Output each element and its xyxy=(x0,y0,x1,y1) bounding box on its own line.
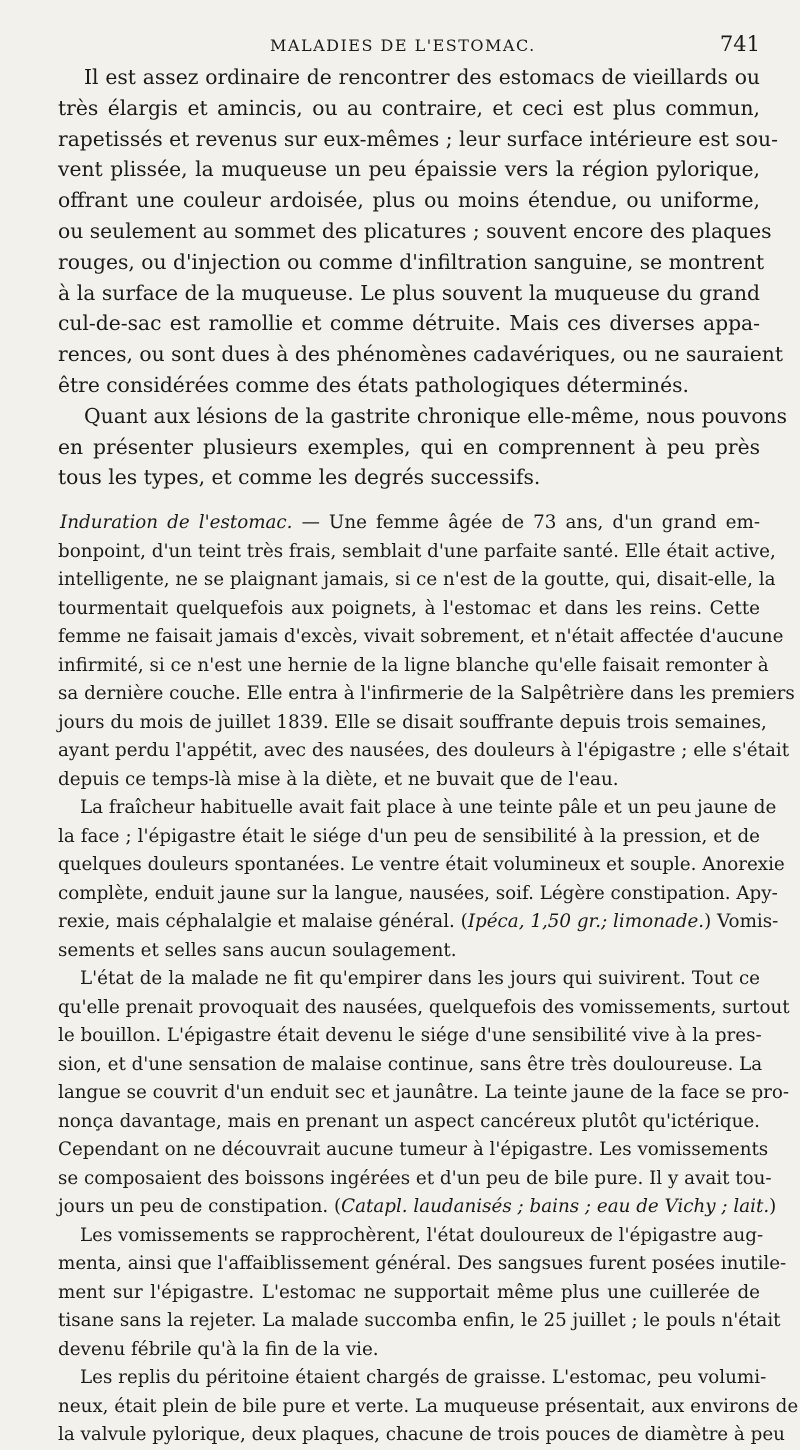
page-number: 741 xyxy=(719,32,760,56)
text-line: ayant perdu l'appétit, avec des nausées, des douleurs à l'épigastre ; elle s'était xyxy=(58,740,790,762)
text-line: se composaient des boissons ingérées et d'un peu de bile pure. Il y avait tou- xyxy=(58,1167,772,1189)
text-line: tourmentait quelquefois aux poignets, à l'estomac et dans les reins. Cette xyxy=(58,597,760,619)
text-line: le bouillon. L'épigastre était devenu le siége d'une sensibilité vive à la pres- xyxy=(58,1025,762,1047)
case-paragraph-2 xyxy=(58,794,785,965)
text-line: rapetissés et revenus sur eux-mêmes ; leur surface intérieure est sou- xyxy=(58,126,778,151)
text-line xyxy=(58,1193,777,1222)
text-line: neux, était plein de bile pure et verte. La muqueuse présentait, aux environs de xyxy=(58,1395,799,1417)
case-section xyxy=(58,509,799,1450)
text-line: être considérées comme des états pathologiques déterminés. xyxy=(58,372,689,397)
case-paragraph-4 xyxy=(58,1222,787,1365)
case-paragraph-1 xyxy=(58,509,795,794)
running-title: MALADIES DE L'ESTOMAC. xyxy=(270,36,536,55)
text-line: tous les types, et comme les degrés successifs. xyxy=(58,465,541,490)
text-fragment: ) xyxy=(769,1196,777,1218)
text-line: Il est assez ordinaire de rencontrer des estomacs de vieillards ou xyxy=(84,65,760,89)
text-line: langue se couvrit d'un enduit sec et jaunâtre. La teinte jaune de la face se pro- xyxy=(58,1082,790,1104)
text-line: sion, et d'une sensation de malaise continue, sans être très douloureuse. La xyxy=(58,1053,763,1075)
case-paragraph-3 xyxy=(58,965,790,1222)
text-line xyxy=(58,509,760,538)
intro-section xyxy=(58,62,788,493)
text-line: infirmité, si ce n'est une hernie de la ligne blanche qu'elle faisait remonter à xyxy=(58,654,769,676)
text-line: très élargis et amincis, ou au contraire, et ceci est plus commun, xyxy=(58,95,760,120)
prescription-text: Ipéca, 1,50 gr.; limonade. xyxy=(467,911,705,933)
text-line: Les vomissements se rapprochèrent, l'état douloureux de l'épigastre aug- xyxy=(80,1224,764,1246)
text-line: vent plissée, la muqueuse un peu épaissie vers la région pylorique, xyxy=(58,157,760,182)
text-line: bonpoint, d'un teint très frais, semblait d'une parfaite santé. Elle était active, xyxy=(58,540,776,562)
case-paragraph-5 xyxy=(58,1364,799,1450)
text-line: en présenter plusieurs exemples, qui en comprennent à peu près xyxy=(58,434,760,459)
text-line: Quant aux lésions de la gastrite chronique elle-même, nous pouvons xyxy=(84,403,788,428)
text-line: ou seulement au sommet des plicatures ; souvent encore des plaques xyxy=(58,218,772,243)
text-line: nonça davantage, mais en prenant un aspect cancéreux plutôt qu'ictérique. xyxy=(58,1110,760,1132)
text-line: devenu fébrile qu'à la fin de la vie. xyxy=(58,1338,379,1360)
text-line: cul-de-sac est ramollie et comme détruite. Mais ces diverses appa- xyxy=(58,311,760,336)
text-line: jours du mois de juillet 1839. Elle se disait souffrante depuis trois semaines, xyxy=(58,711,767,733)
text-line: depuis ce temps-là mise à la diète, et ne buvait que de l'eau. xyxy=(58,768,619,790)
text-line: rouges, ou d'injection ou comme d'infiltration sanguine, se montrent xyxy=(58,249,765,274)
text-line: qu'elle prenait provoquait des nausées, quelquefois des vomissements, surtout xyxy=(58,996,790,1018)
text-line: sa dernière couche. Elle entra à l'infirmerie de la Salpêtrière dans les premiers xyxy=(58,683,795,705)
text-line: tisane sans la rejeter. La malade succomba enfin, le 25 juillet ; le pouls n'était xyxy=(58,1310,781,1332)
case-heading: Induration de l'estomac. xyxy=(60,512,293,534)
intro-paragraph-1 xyxy=(58,62,783,401)
text-line: L'état de la malade ne fit qu'empirer dans les jours qui suivirent. Tout ce xyxy=(80,968,760,990)
text-line: Les replis du péritoine étaient chargés de graisse. L'estomac, peu volumi- xyxy=(80,1367,767,1389)
text-line: quelques douleurs spontanées. Le ventre était volumineux et souple. Anorexie xyxy=(58,854,785,876)
text-fragment: ) Vomis- xyxy=(704,911,779,933)
text-line: complète, enduit jaune sur la langue, nausées, soif. Légère constipation. Apy- xyxy=(58,882,778,904)
text-fragment: jours un peu de constipation. ( xyxy=(58,1196,342,1218)
text-line: sements et selles sans aucun soulagement. xyxy=(58,939,457,961)
text-line: la valvule pylorique, deux plaques, chacune de trois pouces de diamètre à peu xyxy=(58,1424,785,1446)
intro-paragraph-2 xyxy=(58,401,788,493)
text-fragment: rexie, mais céphalalgie et malaise général. ( xyxy=(58,911,468,933)
text-line: La fraîcheur habituelle avait fait place à une teinte pâle et un peu jaune de xyxy=(80,797,777,819)
text-line: la face ; l'épigastre était le siége d'un peu de sensibilité à la pression, et de xyxy=(58,825,760,847)
text-line: Cependant on ne découvrait aucune tumeur à l'épigastre. Les vomissements xyxy=(58,1139,769,1161)
text-fragment: — Une femme âgée de 73 ans, d'un grand em- xyxy=(292,512,760,534)
text-line: offrant une couleur ardoisée, plus ou moins étendue, ou uniforme, xyxy=(58,188,760,213)
text-line xyxy=(58,908,779,937)
prescription-text: Catapl. laudanisés ; bains ; eau de Vichy ; lait. xyxy=(341,1196,770,1218)
text-line: ment sur l'épigastre. L'estomac ne supportait même plus une cuillerée de xyxy=(58,1281,760,1303)
text-line: menta, ainsi que l'affaiblissement général. Des sangsues furent posées inutile- xyxy=(58,1253,787,1275)
text-line: à la surface de la muqueuse. Le plus souvent la muqueuse du grand xyxy=(58,280,760,305)
text-line: rences, ou sont dues à des phénomènes cadavériques, ou ne sauraient xyxy=(58,342,783,367)
text-line: femme ne faisait jamais d'excès, vivait sobrement, et n'était affectée d'aucune xyxy=(58,626,784,648)
running-head xyxy=(58,28,760,62)
text-line: intelligente, ne se plaignant jamais, si ce n'est de la goutte, qui, disait-elle, la xyxy=(58,569,776,591)
